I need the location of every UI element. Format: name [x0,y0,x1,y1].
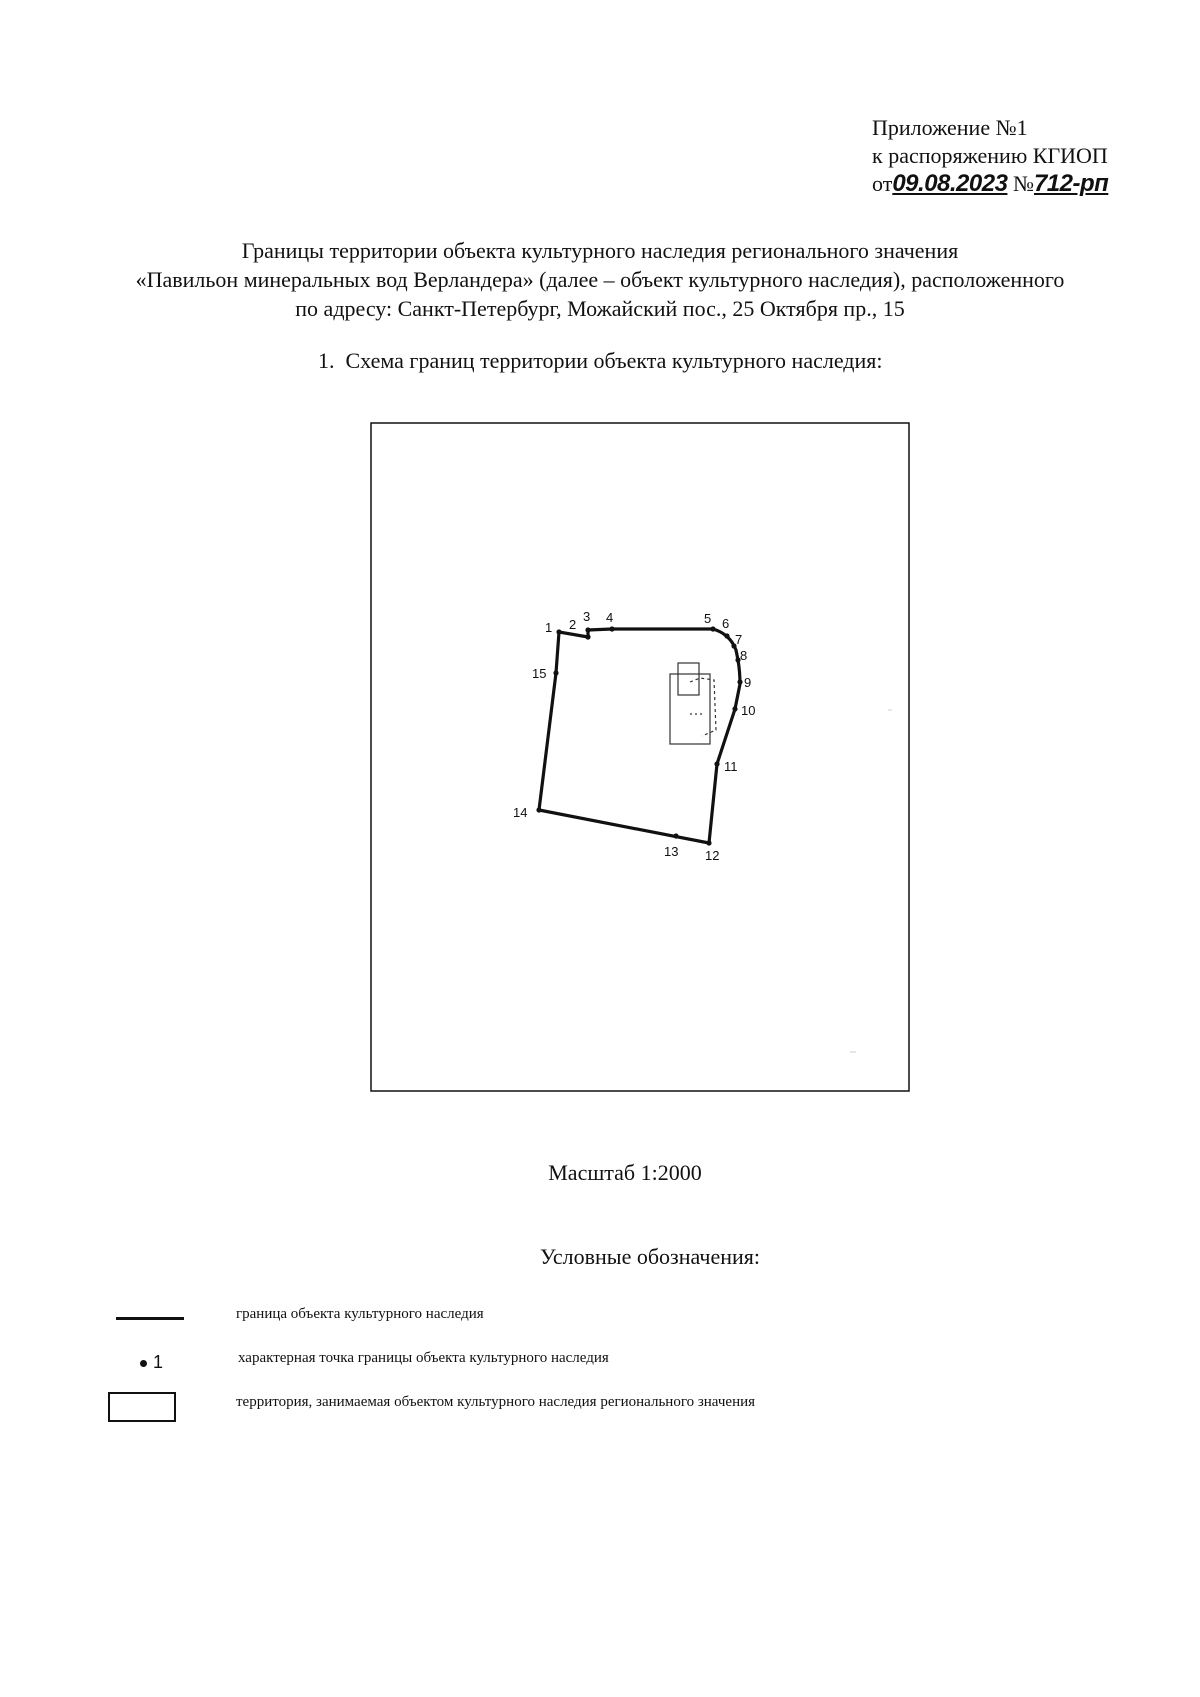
legend-text-boundary: граница объекта культурного наследия [236,1306,484,1322]
legend-text-territory: территория, занимаемая объектом культурного наследия регионального значения [236,1394,756,1410]
point-dot-icon [140,1360,147,1367]
point-label-7: 7 [735,632,743,647]
boundary-point-3 [585,627,590,632]
map-frame [371,423,909,1091]
boundary-point-11 [714,761,719,766]
boundary-point-2 [585,634,590,639]
boundary-point-4 [609,626,614,631]
point-label-11: 11 [724,759,738,774]
building-footprint [670,663,716,744]
annex-date: 09.08.2023 [892,170,1008,197]
boundary-point-1 [556,629,561,634]
boundary-point-10 [732,706,737,711]
boundary-map [370,422,910,1092]
scan-marks [850,710,892,1052]
annex-date-number [872,170,1108,198]
document-title [60,236,1140,323]
legend-box-symbol [108,1392,176,1422]
point-label-9: 9 [744,675,752,690]
point-label-10: 10 [741,703,756,718]
section-heading [318,348,883,374]
annex-header [872,114,1108,198]
title-line-1: Границы территории объекта культурного наследия регионального значения [241,238,959,263]
point-label-12: 12 [705,848,720,863]
legend-point-number: 1 [153,1352,164,1372]
boundary-point-9 [737,679,742,684]
boundary-point-13 [673,833,678,838]
boundary-point-12 [706,840,711,845]
annex-reference: к распоряжению КГИОП [872,143,1108,168]
legend-item-territory [0,1392,1200,1432]
point-label-3: 3 [583,609,591,624]
annex-title: Приложение №1 [872,115,1028,140]
point-label-13: 13 [664,844,679,859]
section-text: Схема границ территории объекта культурного наследия: [345,348,883,373]
legend-title: Условные обозначения: [539,1244,761,1269]
date-prefix: от [872,171,893,196]
map-scale: Масштаб 1:2000 [548,1160,702,1185]
boundary-map-svg [370,422,910,1092]
title-line-2: «Павильон минеральных вод Верландера» (далее – объект культурного наследия), расположенного [135,267,1065,292]
boundary-point-15 [553,670,558,675]
boundary-point-14 [536,807,541,812]
point-label-15: 15 [532,666,547,681]
legend-item-boundary [0,1302,1200,1342]
section-number: 1. [318,348,335,373]
legend-line-symbol [116,1317,184,1320]
legend-text-point: характерная точка границы объекта культурного наследия [238,1350,609,1366]
legend-point-symbol [140,1352,163,1373]
point-label-14: 14 [513,805,528,820]
point-label-1: 1 [545,620,553,635]
point-label-4: 4 [606,610,614,625]
title-line-3: по адресу: Санкт-Петербург, Можайский пос., 25 Октября пр., 15 [295,296,905,321]
legend-item-point [0,1344,1200,1384]
point-label-8: 8 [740,648,748,663]
number-prefix: № [1012,171,1034,196]
boundary-point-5 [710,626,715,631]
boundary-point-6 [724,633,729,638]
point-label-5: 5 [704,611,712,626]
point-label-6: 6 [722,616,730,631]
point-label-2: 2 [569,617,577,632]
annex-number: 712-рп [1033,170,1109,197]
